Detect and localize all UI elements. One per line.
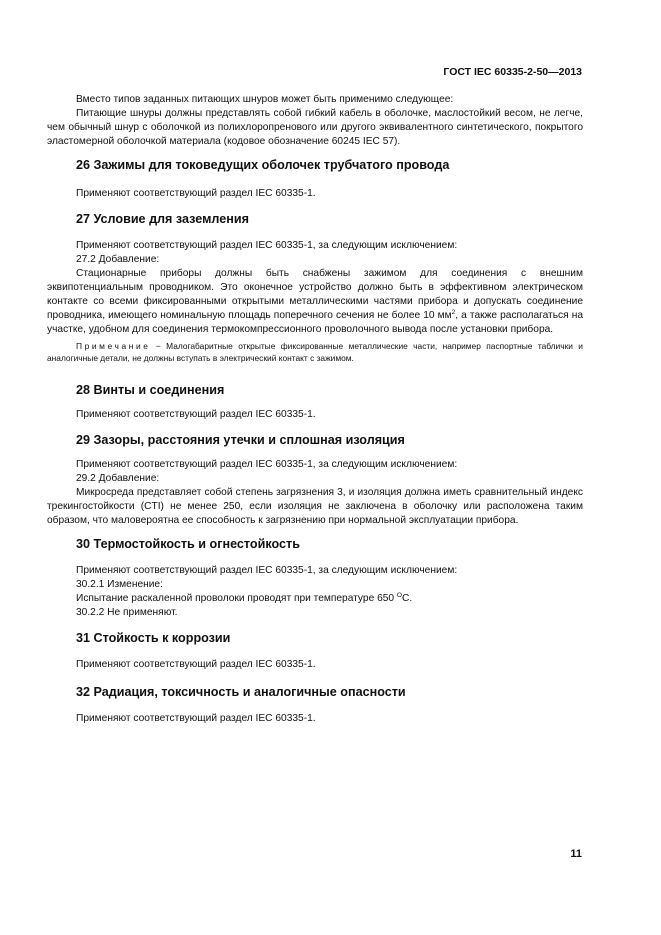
section-27-2-text <box>47 267 583 337</box>
section-27-text: Применяют соответствующий раздел IEC 60335-1, за следующим исключением: <box>76 240 458 251</box>
section-26-heading: 26 Зажимы для токоведущих оболочек трубчатого провода <box>76 158 450 172</box>
section-27-2-text-b: , а также располагаться на участке, удобном для соединения термокомпрессионного проволочного вывода после установки прибора. <box>47 310 583 335</box>
intro-cord-paragraph: Питающие шнуры должны представлять собой гибкий кабель в оболочке, маслостойкий весом, не легче, чем обычный шнур с оболочкой из полихлоропренового или другого эквивалентного синтетического, покрытого эластомерной оболочкой материала (кодовое обозначение 60245 IEC 57). <box>47 108 583 147</box>
page-number: 11 <box>570 848 582 860</box>
section-30-2-1-text-b: С. <box>401 593 413 604</box>
section-30-2-2-text: 30.2.2 Не применяют. <box>76 607 178 618</box>
section-31-heading: 31 Стойкость к коррозии <box>76 631 231 645</box>
intro-paragraph: Вместо типов заданных питающих шнуров может быть применимо следующее: <box>76 94 454 105</box>
section-29-text: Применяют соответствующий раздел IEC 60335-1, за следующим исключением: <box>76 459 458 470</box>
section-27-note <box>47 340 583 364</box>
section-27-heading: 27 Условие для заземления <box>76 212 249 226</box>
section-31-text: Применяют соответствующий раздел IEC 60335-1. <box>76 659 316 670</box>
section-29-2-text: Микросреда представляет собой степень загрязнения 3, и изоляция должна иметь сравнительный индекс трекингостойкости (CTI) не менее 250, если изоляция не заключена в оболочку или расположена таким образом, что маловероятна ее способность к загрязнению при нормальной эксплуатации прибора. <box>47 487 583 526</box>
section-32-heading: 32 Радиация, токсичность и аналогичные опасности <box>76 685 406 699</box>
degree-superscript: O <box>396 592 402 599</box>
section-27-2-text-a: Стационарные приборы должны быть снабжены зажимом для соединения с внешним эквипотенциальным проводником. Это оконечное устройство должно быть в эффективном электрическом контакте со всеми фиксированными открытыми металлическими частями прибора и допускать соединение проводника, имеющего номинальную площадь поперечного сечения не более 10 мм <box>47 268 583 321</box>
section-26-text: Применяют соответствующий раздел IEC 60335-1. <box>76 188 316 199</box>
page-content <box>47 93 583 726</box>
section-28-heading: 28 Винты и соединения <box>76 383 225 397</box>
section-27-2-label: 27.2 Добавление: <box>76 254 160 265</box>
note-label: Примечание <box>76 341 151 351</box>
standard-header: ГОСТ IEC 60335-2-50—2013 <box>443 66 582 78</box>
square-superscript: 2 <box>451 309 456 316</box>
section-32-text: Применяют соответствующий раздел IEC 60335-1. <box>76 713 316 724</box>
section-30-2-1-text-a: Испытание раскаленной проволоки проводят при температуре 650 <box>76 593 397 604</box>
section-30-text: Применяют соответствующий раздел IEC 60335-1, за следующим исключением: <box>76 565 458 576</box>
section-30-2-1-label: 30.2.1 Изменение: <box>76 579 163 590</box>
section-30-heading: 30 Термостойкость и огнестойкость <box>76 537 300 551</box>
section-29-2-label: 29.2 Добавление: <box>76 473 160 484</box>
section-30-2-1-text <box>47 592 583 606</box>
section-28-text: Применяют соответствующий раздел IEC 60335-1. <box>76 409 316 420</box>
note-text: − Малогабаритные открытые фиксированные металлические части, например паспортные таблички и аналогичные детали, не должны вступать в электрический контакт с зажимом. <box>47 341 583 363</box>
section-29-heading: 29 Зазоры, расстояния утечки и сплошная изоляция <box>76 433 405 447</box>
